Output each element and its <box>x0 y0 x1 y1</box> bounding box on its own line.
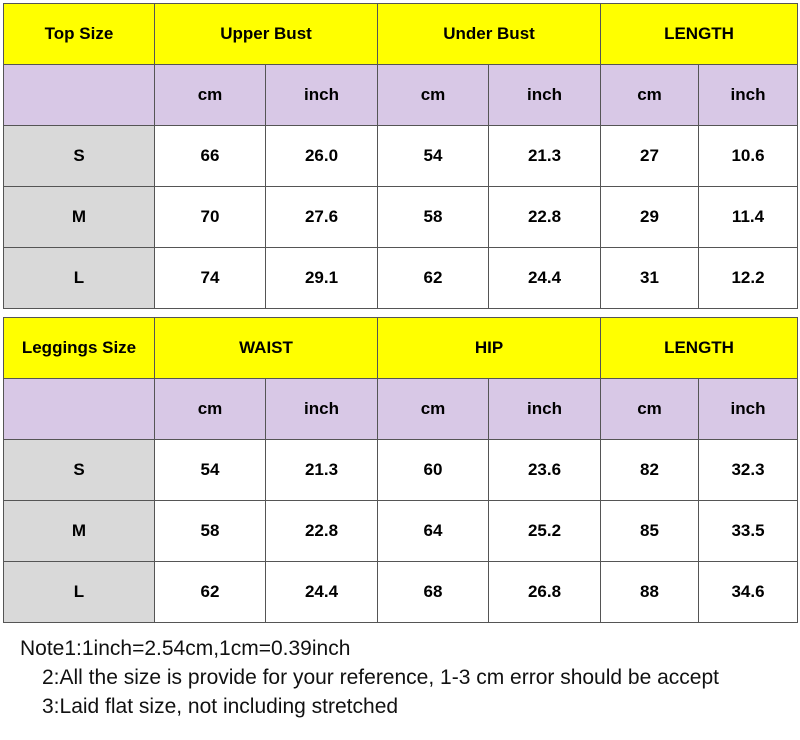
value-cell: 31 <box>601 248 699 309</box>
unit-cell: inch <box>699 379 798 440</box>
size-label: L <box>4 562 155 623</box>
value-cell: 12.2 <box>699 248 798 309</box>
upper-bust-header: Upper Bust <box>155 4 378 65</box>
unit-cell: cm <box>601 379 699 440</box>
value-cell: 54 <box>378 126 489 187</box>
hip-header: HIP <box>378 318 601 379</box>
top-length-header: LENGTH <box>601 4 798 65</box>
value-cell: 29.1 <box>266 248 378 309</box>
unit-blank-cell <box>4 65 155 126</box>
waist-header: WAIST <box>155 318 378 379</box>
value-cell: 25.2 <box>489 501 601 562</box>
value-cell: 88 <box>601 562 699 623</box>
value-cell: 62 <box>155 562 266 623</box>
top-size-header: Top Size <box>4 4 155 65</box>
unit-cell: cm <box>155 65 266 126</box>
value-cell: 54 <box>155 440 266 501</box>
note-line-1: Note1:1inch=2.54cm,1cm=0.39inch <box>20 637 351 660</box>
leggings-length-header: LENGTH <box>601 318 798 379</box>
value-cell: 21.3 <box>489 126 601 187</box>
top-size-table <box>3 3 798 309</box>
value-cell: 24.4 <box>266 562 378 623</box>
unit-cell: cm <box>378 379 489 440</box>
value-cell: 58 <box>378 187 489 248</box>
value-cell: 82 <box>601 440 699 501</box>
note-line-3: 3:Laid flat size, not including stretched <box>42 695 399 718</box>
value-cell: 26.0 <box>266 126 378 187</box>
value-cell: 26.8 <box>489 562 601 623</box>
unit-cell: cm <box>378 65 489 126</box>
value-cell: 64 <box>378 501 489 562</box>
value-cell: 11.4 <box>699 187 798 248</box>
value-cell: 60 <box>378 440 489 501</box>
value-cell: 27.6 <box>266 187 378 248</box>
unit-cell: cm <box>601 65 699 126</box>
value-cell: 70 <box>155 187 266 248</box>
size-notes <box>20 634 719 721</box>
value-cell: 33.5 <box>699 501 798 562</box>
value-cell: 68 <box>378 562 489 623</box>
leggings-size-header: Leggings Size <box>4 318 155 379</box>
value-cell: 32.3 <box>699 440 798 501</box>
table-row <box>4 187 798 248</box>
unit-cell: inch <box>699 65 798 126</box>
size-label: M <box>4 501 155 562</box>
unit-cell: cm <box>155 379 266 440</box>
value-cell: 10.6 <box>699 126 798 187</box>
value-cell: 62 <box>378 248 489 309</box>
size-label: L <box>4 248 155 309</box>
leggings-unit-row <box>4 379 798 440</box>
unit-blank-cell <box>4 379 155 440</box>
value-cell: 22.8 <box>266 501 378 562</box>
top-header-row <box>4 4 798 65</box>
unit-cell: inch <box>489 65 601 126</box>
value-cell: 34.6 <box>699 562 798 623</box>
unit-cell: inch <box>489 379 601 440</box>
leggings-size-table <box>3 317 798 623</box>
value-cell: 27 <box>601 126 699 187</box>
size-label: M <box>4 187 155 248</box>
value-cell: 66 <box>155 126 266 187</box>
value-cell: 23.6 <box>489 440 601 501</box>
top-unit-row <box>4 65 798 126</box>
value-cell: 58 <box>155 501 266 562</box>
unit-cell: inch <box>266 65 378 126</box>
value-cell: 85 <box>601 501 699 562</box>
note-line-2: 2:All the size is provide for your reference, 1-3 cm error should be accept <box>42 666 719 689</box>
value-cell: 22.8 <box>489 187 601 248</box>
table-row <box>4 126 798 187</box>
value-cell: 21.3 <box>266 440 378 501</box>
table-row <box>4 501 798 562</box>
value-cell: 74 <box>155 248 266 309</box>
under-bust-header: Under Bust <box>378 4 601 65</box>
size-label: S <box>4 126 155 187</box>
table-row <box>4 248 798 309</box>
table-row <box>4 562 798 623</box>
unit-cell: inch <box>266 379 378 440</box>
table-row <box>4 440 798 501</box>
value-cell: 24.4 <box>489 248 601 309</box>
leggings-header-row <box>4 318 798 379</box>
value-cell: 29 <box>601 187 699 248</box>
size-label: S <box>4 440 155 501</box>
